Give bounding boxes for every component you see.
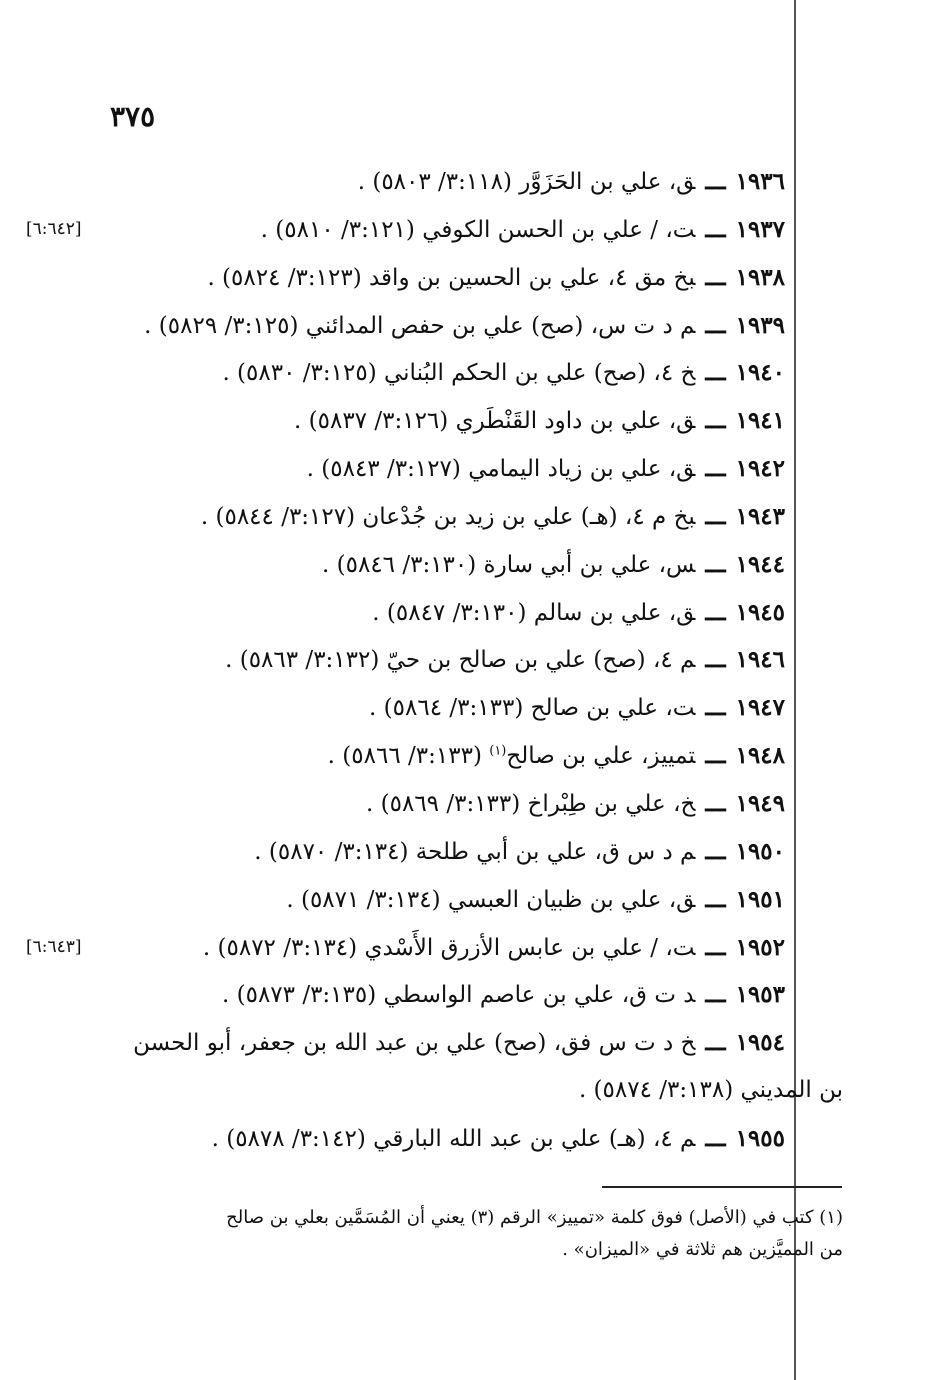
entry-number: ١٩٤٢ bbox=[735, 455, 785, 483]
entry-content bbox=[222, 349, 785, 398]
entry-text: م ٤، (هـ) علي بن عبد الله البارقي (٣:١٤٢/ ٥٨٧٨) . bbox=[211, 1125, 696, 1152]
entry-row bbox=[0, 732, 929, 780]
entry-content bbox=[261, 206, 785, 255]
entry-number: ١٩٤٨ bbox=[735, 742, 785, 770]
entry-number: ١٩٥٠ bbox=[735, 837, 785, 865]
entry-content bbox=[225, 636, 785, 685]
entry-content bbox=[358, 158, 785, 207]
entry-dash: ـــ bbox=[705, 981, 726, 1009]
entry-dash: ـــ bbox=[705, 455, 726, 483]
entry-content bbox=[201, 493, 785, 542]
entry-number: ١٩٣٩ bbox=[735, 311, 785, 339]
entry-row bbox=[0, 780, 929, 828]
entry-number: ١٩٤٣ bbox=[735, 502, 785, 530]
entry-row bbox=[0, 254, 929, 302]
entry-row bbox=[0, 206, 929, 254]
entry-row bbox=[0, 302, 929, 350]
entry-number: ١٩٥٤ bbox=[735, 1029, 785, 1057]
entry-dash: ـــ bbox=[705, 742, 726, 770]
entry-dash: ـــ bbox=[705, 168, 726, 195]
entry-text: ق، علي بن ظبيان العبسي (٣:١٣٤/ ٥٨٧١) . bbox=[286, 886, 696, 913]
entry-content bbox=[203, 924, 785, 973]
footnote-line: من المميَّزين هم ثلاثة في «الميزان» . bbox=[562, 1239, 843, 1260]
entry-dash: ـــ bbox=[705, 1029, 726, 1057]
entry-number: ١٩٤١ bbox=[735, 407, 785, 435]
entry-text: تمييز، علي بن صالح bbox=[506, 743, 696, 770]
entry-row bbox=[0, 1115, 929, 1163]
entry-row bbox=[0, 589, 929, 637]
entry-number: ١٩٣٦ bbox=[735, 168, 785, 195]
entry-dash: ـــ bbox=[705, 359, 726, 387]
entry-list bbox=[0, 158, 929, 1163]
footnote-rule bbox=[602, 1186, 842, 1188]
page-number: ٣٧٥ bbox=[110, 100, 156, 133]
entry-content bbox=[307, 445, 785, 494]
entry-text: بخ مق ٤، علي بن الحسين بن واقد (٣:١٢٣/ ٥٨٢٤) . bbox=[207, 264, 696, 291]
entry-row bbox=[0, 397, 929, 445]
entry-text: س، علي بن أبي سارة (٣:١٣٠/ ٥٨٤٦) . bbox=[322, 551, 696, 578]
entry-text: ق، علي بن داود القَنْطَري (٣:١٢٦/ ٥٨٣٧) . bbox=[294, 408, 696, 435]
entry-content bbox=[144, 302, 785, 351]
entry-continuation-text: بن المديني (٣:١٣٨/ ٥٨٧٤) . bbox=[578, 1077, 843, 1104]
footnote-line: (١) كتب في (الأصل) فوق كلمة «تمييز» الرقم (٣) يعني أن المُسَمَّين بعلي بن صالح bbox=[226, 1207, 843, 1228]
entry-row bbox=[0, 445, 929, 493]
entry-text: ق، علي بن سالم (٣:١٣٠/ ٥٨٤٧) . bbox=[372, 599, 696, 626]
entry-row bbox=[0, 349, 929, 397]
entry-content bbox=[322, 541, 785, 590]
entry-text: م د س ق، علي بن أبي طلحة (٣:١٣٤/ ٥٨٧٠) . bbox=[254, 838, 696, 865]
entry-row bbox=[0, 684, 929, 732]
entry-number: ١٩٤٦ bbox=[735, 646, 785, 674]
entry-text: خ ٤، (صح) علي بن الحكم البُناني (٣:١٢٥/ ٥٨٣٠) . bbox=[222, 360, 696, 387]
entry-dash: ـــ bbox=[705, 263, 726, 291]
entry-number: ١٩٥١ bbox=[735, 885, 785, 913]
margin-reference: [٦:٦٤٣] bbox=[26, 936, 82, 957]
entry-row bbox=[0, 876, 929, 924]
entry-content bbox=[212, 1115, 785, 1164]
entry-text: خ، علي بن طِبْراخ (٣:١٣٣/ ٥٨٦٩) . bbox=[366, 790, 696, 817]
entry-row bbox=[0, 541, 929, 589]
entry-number: ١٩٣٨ bbox=[735, 263, 785, 291]
entry-text: م د ت س، (صح) علي بن حفص المدائني (٣:١٢٥/ ٥٨٢٩) . bbox=[144, 312, 696, 339]
entry-text: بخ م ٤، (هـ) علي بن زيد بن جُدْعان (٣:١٢٧/ ٥٨٤٤) . bbox=[200, 503, 696, 530]
entry-dash: ـــ bbox=[705, 837, 726, 865]
entry-content bbox=[286, 876, 785, 925]
entry-content bbox=[366, 780, 785, 829]
entry-continuation bbox=[0, 1067, 929, 1115]
entry-number: ١٩٥٢ bbox=[735, 933, 785, 961]
entry-dash: ـــ bbox=[705, 407, 726, 435]
entry-number: ١٩٤٩ bbox=[735, 789, 785, 817]
entry-reference: (٣:١٣٣/ ٥٨٦٦) . bbox=[327, 743, 490, 770]
entry-row bbox=[0, 1019, 929, 1067]
entry-row bbox=[0, 924, 929, 972]
entry-row bbox=[0, 636, 929, 684]
entry-number: ١٩٤٥ bbox=[735, 598, 785, 626]
entry-dash: ـــ bbox=[705, 550, 726, 578]
entry-row bbox=[0, 158, 929, 206]
entry-text: د ت ق، علي بن عاصم الواسطي (٣:١٣٥/ ٥٨٧٣) . bbox=[221, 982, 696, 1009]
entry-dash: ـــ bbox=[705, 311, 726, 339]
entry-dash: ـــ bbox=[705, 1124, 726, 1152]
entry-row bbox=[0, 971, 929, 1019]
footnote-marker: (١) bbox=[489, 743, 507, 759]
margin-reference: [٦:٦٤٢] bbox=[26, 218, 82, 239]
entry-number: ١٩٥٣ bbox=[735, 981, 785, 1009]
entry-dash: ـــ bbox=[705, 646, 726, 674]
entry-text: ق، علي بن زياد اليمامي (٣:١٢٧/ ٥٨٤٣) . bbox=[306, 456, 696, 483]
entry-number: ١٩٤٤ bbox=[735, 550, 785, 578]
entry-dash: ـــ bbox=[705, 598, 726, 626]
entry-dash: ـــ bbox=[705, 933, 726, 961]
entry-content bbox=[254, 828, 785, 877]
entry-content bbox=[372, 589, 785, 638]
entry-row bbox=[0, 493, 929, 541]
entry-dash: ـــ bbox=[705, 885, 726, 913]
entry-text: م ٤، (صح) علي بن صالح بن حيّ (٣:١٣٢/ ٥٨٦٣) . bbox=[225, 647, 696, 674]
entry-content bbox=[133, 1019, 785, 1068]
entry-number: ١٩٥٥ bbox=[735, 1124, 785, 1152]
entry-text: ت، / علي بن الحسن الكوفي (٣:١٢١/ ٥٨١٠) . bbox=[260, 216, 696, 243]
footnote bbox=[123, 1202, 843, 1266]
entry-row bbox=[0, 828, 929, 876]
entry-number: ١٩٤٠ bbox=[735, 359, 785, 387]
entry-text: ت، علي بن صالح (٣:١٣٣/ ٥٨٦٤) . bbox=[369, 695, 696, 722]
entry-number: ١٩٣٧ bbox=[735, 215, 785, 243]
entry-content bbox=[369, 684, 785, 733]
entry-text: ت، / علي بن عابس الأزرق الأَسْدي (٣:١٣٤/ ٥٨٧٢) . bbox=[202, 934, 696, 961]
entry-number: ١٩٤٧ bbox=[735, 694, 785, 722]
entry-content bbox=[328, 732, 785, 781]
entry-dash: ـــ bbox=[705, 215, 726, 243]
entry-content bbox=[222, 971, 785, 1020]
entry-content bbox=[294, 397, 785, 446]
entry-text: ق، علي بن الحَزَوَّر (٣:١١٨/ ٥٨٠٣) . bbox=[357, 169, 696, 195]
entry-dash: ـــ bbox=[705, 502, 726, 530]
entry-dash: ـــ bbox=[705, 789, 726, 817]
entry-content bbox=[207, 254, 785, 303]
entry-text: خ د ت س فق، (صح) علي بن عبد الله بن جعفر، أبو الحسن bbox=[133, 1030, 696, 1057]
entry-dash: ـــ bbox=[705, 694, 726, 722]
